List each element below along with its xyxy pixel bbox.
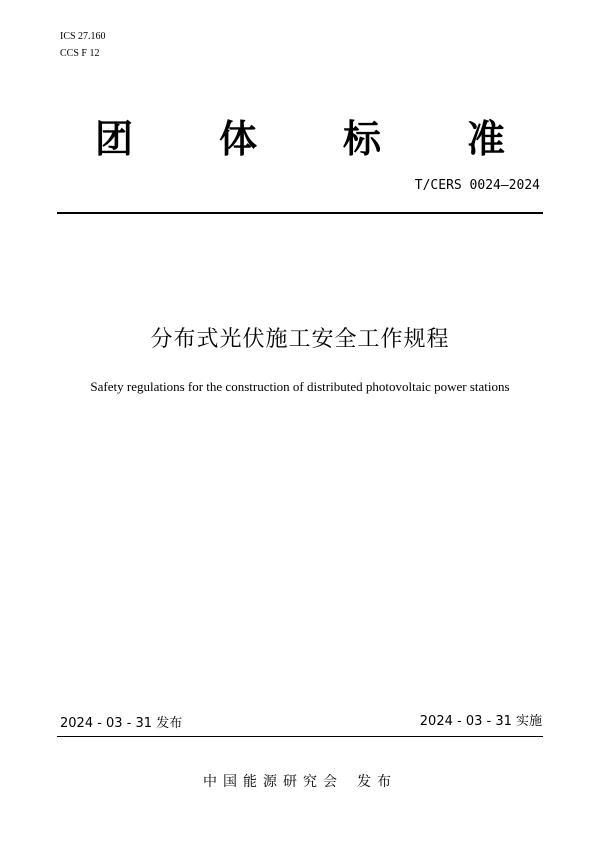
standard-type-char: 体 — [218, 117, 257, 161]
ics-code: ICS 27.160 — [60, 31, 106, 42]
standard-type-char: 准 — [466, 117, 505, 161]
footer-divider — [57, 736, 543, 737]
standard-number: T/CERS 0024—2024 — [414, 178, 540, 193]
publisher-name: 中国能源研究会 — [203, 774, 343, 790]
standard-type-char: 标 — [342, 117, 381, 161]
document-title-chinese: 分布式光伏施工安全工作规程 — [150, 327, 450, 352]
standard-type-char: 团 — [95, 117, 134, 161]
implementation-date: 2024 - 03 - 31 实施 — [419, 714, 542, 729]
ccs-code: CCS F 12 — [60, 48, 100, 59]
publisher-action: 发布 — [357, 774, 397, 790]
header-divider — [57, 212, 543, 214]
standard-type-title — [95, 112, 505, 166]
classification-codes — [60, 28, 106, 62]
issue-date: 2024 - 03 - 31 发布 — [60, 716, 183, 731]
publisher-line — [0, 771, 600, 793]
document-title-english: Safety regulations for the construction of distributed photovoltaic power stations — [90, 379, 510, 394]
